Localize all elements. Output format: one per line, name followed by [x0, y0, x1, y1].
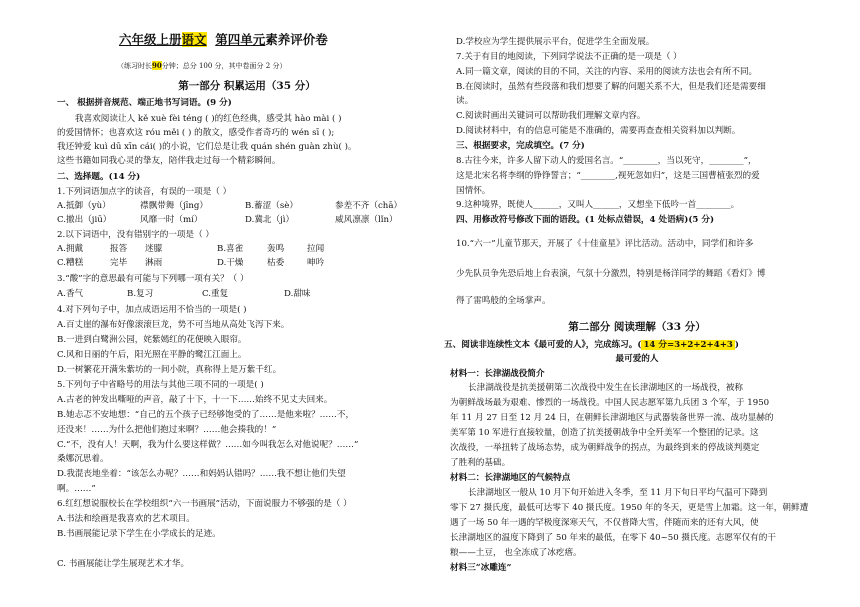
option: B.蓄涩（sè） [245, 201, 298, 211]
option: 迷朦 [145, 244, 163, 254]
option: C.阅读时画出关键词可以帮助我们理解文章内容。 [456, 111, 646, 121]
sec4-title: 四、用修改符号修改下面的语段。(1 处标点错误，4 处语病)(5 分) [456, 215, 715, 225]
sec5-title-text: 五、阅读非连续性文本《最可爱的人》，完成练习。( [444, 340, 642, 350]
sec5-title [444, 339, 739, 351]
text-line: 得了雷鸣般的全场掌声。 [456, 296, 551, 306]
option: B.一进到白鹭洲公园，姹紫嫣红的花便映入眼帘。 [57, 335, 247, 345]
question-8: 8.古往今来，许多人留下动人的爱国名言。“________，当以死守，________”， [456, 156, 757, 166]
question-6: 6.红红想说服校长在学校组织“六一书画展”活动，下面说服力不够强的是（ ） [57, 499, 352, 509]
sec2-title: 二、选择题。(14 分) [57, 172, 141, 182]
material-line: 长津湖地区的温度下降到了 50 年来的最低，在零下 40~50 摄氏度。志愿军仅有的干 [450, 533, 776, 543]
option: C.撤出（jiū） [57, 215, 112, 225]
exam-note [117, 60, 286, 72]
option: D.干燥 [217, 258, 244, 268]
title-subject: 语文 [181, 32, 207, 47]
question-9: 9.这种境界，既使人______，又叫人______，又想坐下低吟一首________。 [456, 200, 740, 210]
text-line: 国情怀。 [456, 186, 491, 196]
option: C. 书画展能让学生展现艺术才华。 [57, 559, 190, 569]
option: A.香气 [57, 289, 84, 299]
question-3: 3.“酸”字的意思最有可能与下列哪一项有关？（ ） [57, 274, 249, 284]
option: 风靡一时（mí） [140, 215, 203, 225]
title-unit: 第四单元 [215, 32, 266, 47]
material-line: 为朝鲜战场最为艰难、惨烈的一场战役。中国人民志愿军第九兵团 3 个军，于 1950 [450, 398, 770, 408]
option: 拉闻 [307, 244, 325, 254]
text-line: D.学校应为学生提供展示平台，促进学生全面发展。 [456, 37, 655, 47]
option: C.糟糕 [57, 258, 84, 268]
option: D.甜味 [284, 289, 311, 299]
option: A.古老的钟发出嘶哑的声音，敲了十下，十一下……始终不见丈夫回来。 [57, 395, 333, 405]
material-line: 年 11 月 27 日至 12 月 24 日，在朝鲜长津湖地区与武器装备世界一流、战功显赫的 [450, 413, 774, 423]
material-1-title: 材料一：长津湖战役简介 [450, 369, 545, 379]
option: 完毕 [110, 258, 128, 268]
material-2-title: 材料二：长津湖地区的气候特点 [450, 473, 571, 483]
sec1-line: 这些书籍如同我心灵的挚友，陪伴我走过每一个精彩瞬间。 [57, 156, 281, 166]
question-7: 7.关于有目的地阅读，下列同学说法不正确的是一项是（ ） [456, 52, 682, 62]
question-10: 10.“六一”儿童节那天，开展了《十佳童星》评比活动。活动中，同学们和许多 [456, 239, 754, 249]
option: 呻吟 [307, 258, 325, 268]
option: B.喜雀 [217, 244, 244, 254]
option: B.书画展能记录下学生在小学成长的足迹。 [57, 529, 221, 539]
sec1-line: 我喜欢阅读让人 kě xuè fèi téng ( )的红色经典，感受其 hào mài ( ) [75, 114, 342, 124]
part1-heading: 第一部分 积累运用（35 分） [178, 80, 316, 92]
title-rest: 素养评价卷 [265, 32, 328, 47]
option: 还没来！……为什么把他们抱过来啊？……他会揍我的！” [57, 425, 277, 435]
option: D.一树繁花开满朱紫坊的一间小院，真称得上是万紫千红。 [57, 365, 282, 375]
sec5-title-end: ) [734, 340, 739, 350]
option: A.百丈崖的瀑布好像滚滚巨龙，势不可当地从高处飞泻下来。 [57, 320, 290, 330]
option: 襟飘带舞（jīng） [140, 201, 209, 211]
option: A.同一篇文章，阅读的目的不同，关注的内容、采用的阅读方法也会有所不同。 [456, 67, 758, 77]
part2-heading: 第二部分 阅读理解（33 分） [568, 321, 706, 333]
material-line: 零下 27 摄氏度，最低可达零下 40 摄氏度。1950 年的冬天，更是雪上加霜。这一年，朝鲜遭 [450, 503, 809, 513]
option: 读。 [456, 96, 474, 106]
material-line: 了胜利的基础。 [450, 458, 511, 468]
option: C.风和日丽的午后，阳光照在平静的鹭江江面上。 [57, 350, 247, 360]
option: A.抵御（yù） [57, 201, 111, 211]
material-3-title: 材料三“冰雕连” [450, 563, 512, 573]
option: C.重复 [202, 289, 229, 299]
material-line: 美军第 10 军进行直接较量，创造了抗美援朝战争中全歼美军一个整团的记录。这 [450, 428, 759, 438]
option: 轰鸣 [267, 244, 285, 254]
sec1-line: 我还钟爱 kuì dū xīn cái( )的小说，它们总是让我 quán shén guàn zhù( )。 [57, 142, 357, 152]
option: B.复习 [127, 289, 154, 299]
option: 报答 [110, 244, 128, 254]
exam-title [119, 34, 328, 46]
text-line: 这是北宋名将李纲的铮铮誓言；“________,视死忽如归”，这是三国曹植张烈的爱 [456, 171, 760, 181]
sec3-title: 三、根据要求，完成填空。(7 分) [456, 141, 585, 151]
question-2: 2.以下词语中，没有错别字的一项是（ ） [57, 230, 215, 240]
option: B.在阅读时，虽然有些段落和我们想要了解的问题关系不大，但是我们还是需要细 [456, 82, 766, 92]
option: C.“不，没有人！天啊，我为什么要这样做？……如今叫我怎么对他说呢？……” [57, 440, 359, 450]
sec1-line: 的爱国情怀；也喜欢这 róu měi ( ) 的散文，感受作者奇巧的 wén sī ( ); [57, 128, 335, 138]
material-line: 长津湖地区一般从 10 月下旬开始进入冬季，至 11 月下旬日平均气温可下降到 [468, 488, 768, 498]
option: 参差不齐（chā） [335, 201, 403, 211]
question-5: 5.下列句子中省略号的用法与其他三项不同的一项是( ) [57, 380, 264, 390]
question-4: 4.对下列句子中，加点成语运用不恰当的一项是( ) [57, 305, 247, 315]
option: D.我混丧地坐着：“该怎么办呢？……和妈妈认错吗？……我不想让他们失望 [57, 469, 346, 479]
note-time: 90 [152, 61, 162, 70]
material-line: 粮——土豆， 也全冻成了冰疙瘩。 [450, 548, 582, 558]
material-line: 次战役，一举扭转了战场态势，成为朝鲜战争的拐点，为最终到来的停战谈判奠定 [450, 443, 760, 453]
article-title: 最可爱的人 [615, 354, 659, 364]
option: D.冀北（jì） [245, 215, 295, 225]
option: B.她忐忑不安地想：“自己的五个孩子已经够饱受的了……是他来啦？……不， [57, 410, 355, 420]
option: 威风凛凛（lǐn） [335, 215, 398, 225]
option: 淋雨 [145, 258, 163, 268]
option: 桑娜沉思着。 [57, 454, 109, 464]
title-grade: 六年级上册 [119, 32, 182, 47]
option: 啊。……” [57, 484, 96, 494]
question-1: 1.下列词语加点字的读音，有误的一项是（ ） [57, 187, 232, 197]
option: D.阅读材料中，有的信息可能是不准确的，需要再查查相关资料加以判断。 [456, 126, 741, 136]
material-line: 遇了一场 50 年一遇的罕极度深寒天气，不仅普降大雪，伴随而来的还有大风，使 [450, 518, 759, 528]
sec5-score: 14 分=3+2+2+4+3 [643, 340, 733, 350]
option: A.拥戴 [57, 244, 84, 254]
note-post: 分钟；总分 100 分，其中卷面分 2 分） [161, 62, 287, 70]
option: 枯委 [267, 258, 285, 268]
note-pre: （练习时长 [117, 62, 152, 70]
option: A.书法和绘画是我喜欢的艺术项目。 [57, 514, 195, 524]
material-line: 长津湖战役是抗美援朝第二次战役中发生在长津湖地区的一场战役，被称 [468, 383, 744, 393]
text-line: 少先队员争先恐后地上台表演，气氛十分激烈，特别是杨洋同学的舞蹈《看灯》博 [456, 269, 766, 279]
sec1-title: 一、 根据拼音规范、端正地书写词语。(9 分) [57, 98, 232, 108]
